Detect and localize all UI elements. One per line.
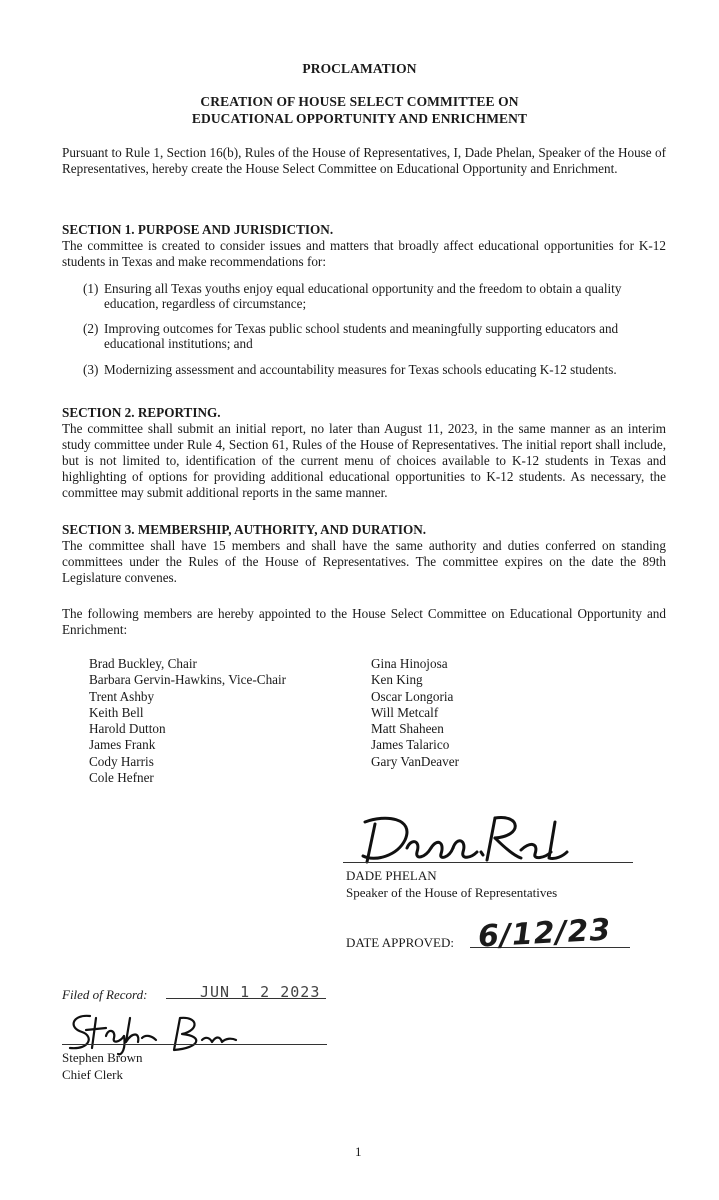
clerk-title: Chief Clerk xyxy=(62,1067,124,1082)
members-list-right xyxy=(371,656,459,770)
list-item: Keith Bell xyxy=(89,704,144,720)
document-subtitle-line-1: CREATION OF HOUSE SELECT COMMITTEE ON xyxy=(200,94,519,109)
list-item: Ken King xyxy=(371,672,423,688)
clerk-name: Stephen Brown xyxy=(62,1050,143,1065)
speaker-title: Speaker of the House of Representatives xyxy=(346,885,558,900)
members-list-left xyxy=(89,656,286,786)
page-number: 1 xyxy=(355,1144,362,1159)
speaker-signature-line xyxy=(343,862,633,863)
list-item: Barbara Gervin-Hawkins, Vice-Chair xyxy=(89,672,287,688)
list-item: Harold Dutton xyxy=(89,721,166,737)
list-item-text: Ensuring all Texas youths enjoy equal educational opportunity and the freedom to obtain a quality education, regardless of circumstance; xyxy=(104,281,622,311)
list-item: Brad Buckley, Chair xyxy=(89,656,197,671)
list-item: Gary VanDeaver xyxy=(371,753,459,769)
section-3-heading: SECTION 3. MEMBERSHIP, AUTHORITY, AND DURATION. xyxy=(62,522,427,537)
list-item: James Frank xyxy=(89,737,156,753)
list-item: Oscar Longoria xyxy=(371,688,454,704)
list-item: Will Metcalf xyxy=(371,704,439,720)
section-1-body: The committee is created to consider issues and matters that broadly affect educational opportunities for K-12 students in Texas and make recommendations for: xyxy=(62,238,666,269)
list-item xyxy=(83,362,669,394)
list-item-number: (3) xyxy=(83,362,99,377)
document-subtitle-line-2: EDUCATIONAL OPPORTUNITY AND ENRICHMENT xyxy=(191,111,528,126)
speaker-name: DADE PHELAN xyxy=(346,868,437,883)
section-1-heading: SECTION 1. PURPOSE AND JURISDICTION. xyxy=(62,222,334,237)
speaker-signature xyxy=(345,808,575,870)
list-item-text: Improving outcomes for Texas public school students and meaningfully supporting educators and educational institutions; and xyxy=(104,321,619,351)
intro-paragraph: Pursuant to Rule 1, Section 16(b), Rules of the House of Representatives, I, Dade Phelan, Speaker of the House of Representatives, hereby create the House Select Committee on Educational Opportunity and Enrichment. xyxy=(62,145,666,176)
section-3-body: The committee shall have 15 members and shall have the same authority and duties conferred on standing committees under the Rules of the House of Representatives. The committee expires on the date the 89th Legislature convenes. xyxy=(62,538,666,585)
date-approved-value: 6/12/23 xyxy=(477,912,613,955)
document-title: PROCLAMATION xyxy=(302,61,417,76)
list-item-number: (1) xyxy=(83,281,99,296)
list-item: Cole Hefner xyxy=(89,770,154,786)
section-2-body: The committee shall submit an initial report, no later than August 11, 2023, in the same manner as an interim study committee under Rule 4, Section 61, Rules of the House of Representatives. The initial report shall include, but is not limited to, identification of the current menu of choices available to K-12 students in Texas and highlighting of options for providing additional educational opportunities to K-12 students. As necessary, the committee may submit additional reports in the same manner. xyxy=(62,421,666,500)
section-2-heading: SECTION 2. REPORTING. xyxy=(62,405,221,420)
list-item-number: (2) xyxy=(83,321,99,336)
list-item: Matt Shaheen xyxy=(371,721,444,737)
list-item: Cody Harris xyxy=(89,753,154,769)
list-item xyxy=(83,321,669,353)
filed-of-record-label: Filed of Record: xyxy=(62,987,148,1002)
list-item xyxy=(83,281,669,313)
list-item: Trent Ashby xyxy=(89,688,155,704)
date-approved-label: DATE APPROVED: xyxy=(346,935,454,950)
list-item: Gina Hinojosa xyxy=(371,656,448,671)
list-item-text: Modernizing assessment and accountability measures for Texas schools educating K-12 students. xyxy=(104,362,617,377)
clerk-signature-line xyxy=(62,1044,327,1045)
filed-date-stamp: JUN 1 2 2023 xyxy=(200,983,321,1001)
list-item: James Talarico xyxy=(371,737,450,753)
members-intro: The following members are hereby appointed to the House Select Committee on Educational Opportunity and Enrichment: xyxy=(62,606,666,637)
